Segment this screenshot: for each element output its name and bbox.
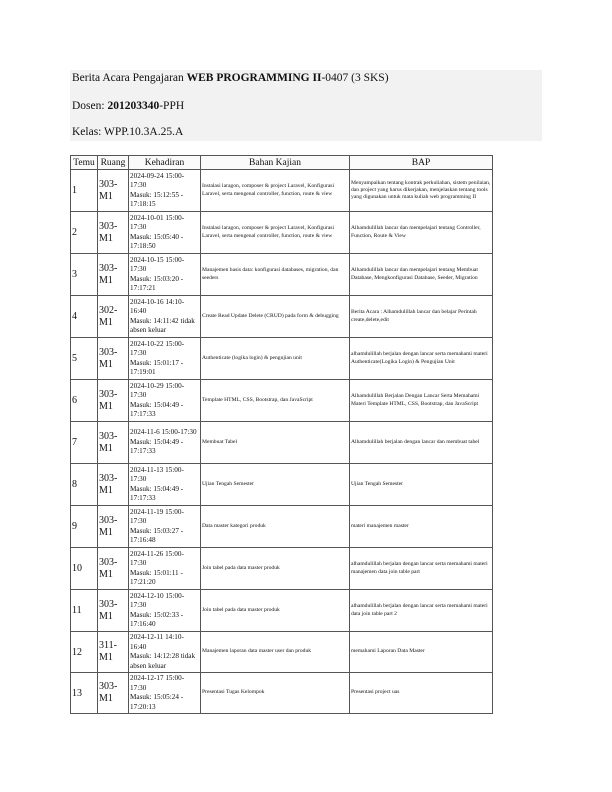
- attendance: [129, 380, 201, 422]
- teaching-report: [350, 422, 493, 464]
- study-material: [201, 212, 350, 254]
- meeting-number: 2: [71, 212, 98, 254]
- table-row: [71, 380, 493, 422]
- study-material: [201, 338, 350, 380]
- lecturer-suffix: -PPH: [159, 100, 185, 112]
- table-row: [71, 212, 493, 254]
- course-code: -0407 (3 SKS): [321, 72, 389, 84]
- study-material: [201, 254, 350, 296]
- check-in-time: Masuk: 14:12:28 tidak absen keluar: [130, 652, 196, 670]
- meeting-number: 12: [71, 632, 98, 673]
- column-header-bap: BAP: [350, 156, 493, 170]
- study-material: [201, 170, 350, 212]
- meeting-number: 7: [71, 422, 98, 464]
- table-row: [71, 548, 493, 590]
- study-material-text: Create Read Update Delete (CRUD) pada form & debugging: [202, 312, 339, 319]
- study-material-text: Join tabel pada data master produk: [202, 606, 280, 613]
- attendance: [129, 212, 201, 254]
- study-material: [201, 506, 350, 548]
- study-material-text: Presentasi Tugas Kelompok: [202, 689, 265, 696]
- attendance: [129, 590, 201, 632]
- class-line: Kelas: WPP.10.3A.25.A: [72, 126, 184, 138]
- study-material-text: Authenticate (logika login) & pengujian unit: [202, 354, 302, 361]
- teaching-report-text: materi manajemen master: [351, 522, 409, 529]
- attendance: [129, 422, 201, 464]
- teaching-report: [350, 380, 493, 422]
- check-in-time: Masuk: 15:04:49 - 17:17:33: [130, 400, 184, 418]
- table-row: [71, 422, 493, 464]
- room: 303-M1: [98, 548, 129, 590]
- study-material-text: Data master kategori produk: [202, 522, 266, 529]
- meeting-number: 8: [71, 464, 98, 506]
- session-datetime: 2024-11-6 15:00-17:30: [130, 428, 197, 437]
- column-header-bahan-kajian: Bahan Kajian: [201, 156, 350, 170]
- teaching-report: [350, 254, 493, 296]
- study-material: [201, 422, 350, 464]
- room: 303-M1: [98, 464, 129, 506]
- table-row: [71, 632, 493, 673]
- column-header-kehadiran: Kehadiran: [129, 156, 201, 170]
- study-material-text: Manajemen basis data: konfigurasi databases, migration, dan seeders: [202, 267, 339, 281]
- teaching-report: [350, 296, 493, 338]
- check-in-time: Masuk: 15:12:55 - 17:18:15: [130, 190, 184, 208]
- table-row: [71, 590, 493, 632]
- attendance: [129, 506, 201, 548]
- lecturer-label: Dosen:: [72, 100, 108, 112]
- study-material: [201, 632, 350, 673]
- teaching-report: [350, 590, 493, 632]
- session-datetime: 2024-11-26 15:00-17:30: [130, 549, 184, 567]
- table-row: [71, 673, 493, 714]
- lecturer-id: 201203340: [107, 100, 160, 112]
- attendance: [129, 338, 201, 380]
- attendance: [129, 170, 201, 212]
- teaching-report-text: memahami Laporan Data Master: [351, 648, 425, 655]
- schedule-table: [70, 155, 493, 714]
- study-material-text: Instalasi laragon, composer & project Laravel, Konfigurasi Laravel, serta mengenal controller, function, route & view: [202, 183, 335, 197]
- room: 303-M1: [98, 254, 129, 296]
- meeting-number: 5: [71, 338, 98, 380]
- check-in-time: Masuk: 15:05:40 - 17:18:50: [130, 232, 184, 250]
- attendance: [129, 632, 201, 673]
- meeting-number: 6: [71, 380, 98, 422]
- study-material-text: Membuat Tabel: [202, 438, 238, 445]
- room: 302-M1: [98, 296, 129, 338]
- title-prefix: Berita Acara Pengajaran: [72, 72, 187, 84]
- check-in-time: Masuk: 15:01:11 - 17:21:20: [130, 568, 183, 586]
- teaching-report: [350, 548, 493, 590]
- table-row: [71, 170, 493, 212]
- table-row: [71, 296, 493, 338]
- check-in-time: Masuk: 15:03:27 - 17:16:48: [130, 526, 184, 544]
- study-material-text: Template HTML, CSS, Bootstrap, dan JavaScript: [202, 396, 313, 403]
- column-header-ruang: Ruang: [98, 156, 129, 170]
- study-material: [201, 296, 350, 338]
- check-in-time: Masuk: 15:03:20 - 17:17:21: [130, 274, 184, 292]
- attendance: [129, 673, 201, 714]
- meeting-number: 3: [71, 254, 98, 296]
- session-datetime: 2024-12-17 15:00-17:30: [130, 674, 185, 692]
- teaching-report: [350, 212, 493, 254]
- study-material-text: Instalasi laragon, composer & project Laravel, Konfigurasi Laravel, serta mengenal controller, function, route & view: [202, 225, 335, 239]
- session-datetime: 2024-10-01 15:00-17:30: [130, 213, 185, 231]
- teaching-report-text: Menyampaikan tentang kontrak perkuliahan, sistem penilaian, dan project yang harus dikerjakan, menjelaskan tentang tools yang digunakan untuk mata kuliah web programming II: [351, 179, 491, 201]
- meeting-number: 4: [71, 296, 98, 338]
- attendance: [129, 548, 201, 590]
- attendance: [129, 254, 201, 296]
- teaching-report-text: alhamdulillah berjalan dengan lancar serta memahami materi manajemen data join table part: [351, 561, 488, 575]
- room: 303-M1: [98, 212, 129, 254]
- session-datetime: 2024-10-29 15:00-17:30: [130, 381, 185, 399]
- session-datetime: 2024-12-11 14:10-16:40: [130, 633, 184, 651]
- teaching-report-text: Berita Acara : Alhamdulillah lancar dan belajar Perintah create,delete,edit: [351, 309, 477, 323]
- session-datetime: 2024-11-19 15:00-17:30: [130, 507, 184, 525]
- meeting-number: 11: [71, 590, 98, 632]
- teaching-report-text: Alhamdulillah lancar dan mempelajari tentang Membuat Database, Mengkonfigurasi Database, Seeder, Migration: [351, 267, 478, 281]
- study-material-text: Ujian Tengah Semester: [202, 480, 255, 487]
- room: 311-M1: [98, 632, 129, 673]
- room: 303-M1: [98, 170, 129, 212]
- table-row: [71, 464, 493, 506]
- room: 303-M1: [98, 506, 129, 548]
- lecturer-line: [72, 100, 184, 112]
- study-material: [201, 464, 350, 506]
- meeting-number: 13: [71, 673, 98, 714]
- study-material-text: Join tabel pada data master produk: [202, 564, 280, 571]
- teaching-report: [350, 506, 493, 548]
- session-datetime: 2024-11-13 15:00-17:30: [130, 465, 184, 483]
- session-datetime: 2024-10-16 14:10-16:40: [130, 297, 185, 315]
- study-material: [201, 590, 350, 632]
- teaching-report: [350, 338, 493, 380]
- teaching-report: [350, 632, 493, 673]
- teaching-report-text: Alhamdulillah Berjalan Dengan Lancar Serta Memahami Materi Template HTML, CSS, Bootstrap, dan JavaScript: [351, 393, 480, 407]
- attendance: [129, 464, 201, 506]
- meeting-number: 9: [71, 506, 98, 548]
- session-datetime: 2024-09-24 15:00-17:30: [130, 171, 185, 189]
- study-material: [201, 548, 350, 590]
- session-datetime: 2024-10-15 15:00-17:30: [130, 255, 185, 273]
- check-in-time: Masuk: 15:02:33 - 17:16:40: [130, 610, 184, 628]
- table-row: [71, 254, 493, 296]
- room: 303-M1: [98, 590, 129, 632]
- room: 303-M1: [98, 338, 129, 380]
- meeting-number: 10: [71, 548, 98, 590]
- check-in-time: Masuk: 15:04:49 - 17:17:33: [130, 437, 184, 456]
- table-row: [71, 338, 493, 380]
- report-title: [72, 72, 389, 84]
- study-material: [201, 673, 350, 714]
- check-in-time: Masuk: 15:01:17 - 17:19:01: [130, 358, 184, 376]
- teaching-report-text: Ujian Tengah Semester: [351, 480, 404, 487]
- table-header-row: [71, 156, 493, 170]
- attendance: [129, 296, 201, 338]
- check-in-time: Masuk: 15:05:24 - 17:20:13: [130, 693, 184, 711]
- column-header-temu: Temu: [71, 156, 98, 170]
- teaching-report: [350, 673, 493, 714]
- teaching-report-text: Alhamdulillah berjalan dengan lancar dan membuat tabel: [351, 438, 480, 445]
- table-row: [71, 506, 493, 548]
- room: 303-M1: [98, 380, 129, 422]
- check-in-time: Masuk: 14:11:42 tidak absen keluar: [130, 316, 195, 334]
- teaching-report: [350, 170, 493, 212]
- teaching-report-text: Presentasi project uas: [351, 689, 400, 696]
- course-name: WEB PROGRAMMING II: [186, 72, 322, 84]
- teaching-report: [350, 464, 493, 506]
- teaching-report-text: Alhamdulillah lancar dan mempelajari tentang Controller, Function, Route & View: [351, 225, 481, 239]
- session-datetime: 2024-10-22 15:00-17:30: [130, 339, 185, 357]
- room: 303-M1: [98, 422, 129, 464]
- room: 303-M1: [98, 673, 129, 714]
- teaching-report-text: alhamdulillah berjalan dengan lancar serta memahami materi Authenticate(Logika Login) & Pengujian Unit: [351, 351, 488, 365]
- check-in-time: Masuk: 15:04:49 - 17:17:33: [130, 484, 184, 502]
- teaching-report-text: alhamdulillah berjalan dengan lancar serta memahami materi data join table part 2: [351, 603, 488, 617]
- study-material: [201, 380, 350, 422]
- meeting-number: 1: [71, 170, 98, 212]
- study-material-text: Manajemen laporan data master user dan produk: [202, 648, 312, 655]
- session-datetime: 2024-12-10 15:00-17:30: [130, 591, 185, 609]
